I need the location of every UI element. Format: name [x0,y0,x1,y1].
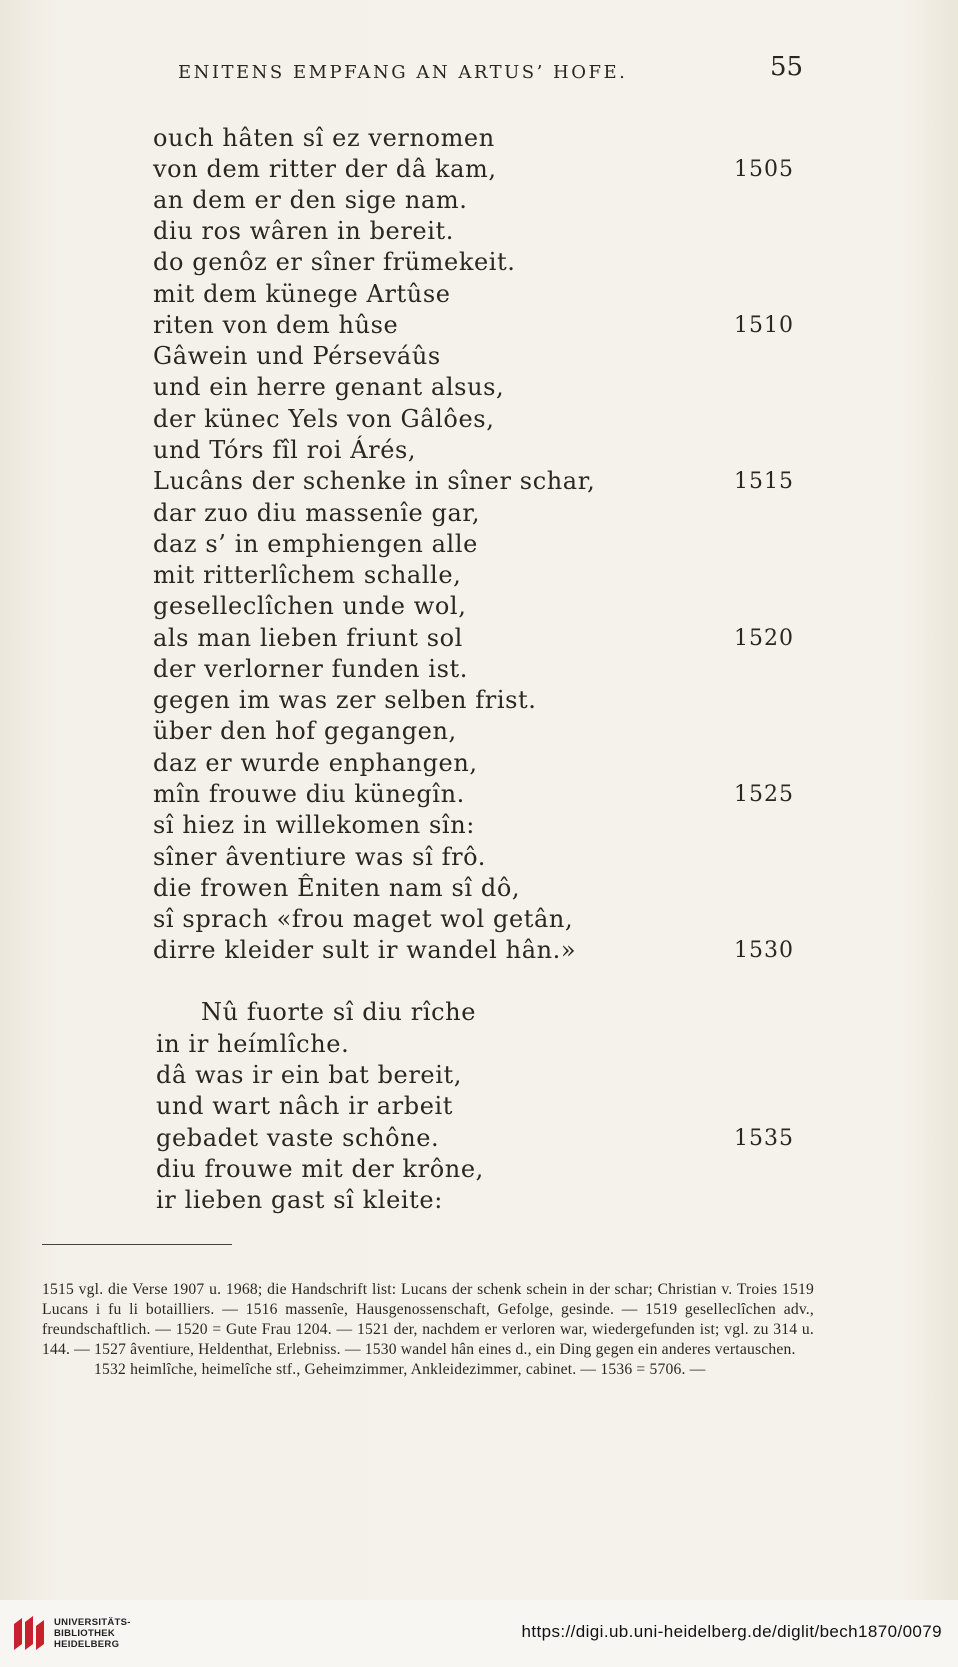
verse-line: der verlorner funden ist. [153,655,468,683]
verse-line: mit ritterlîchem schalle, [153,561,462,589]
line-number: 1530 [734,938,794,963]
verse-line: sî sprach «frou maget wol getân, [153,905,574,933]
verse-line: und Tórs fîl roi Árés, [153,436,417,464]
footnotes [42,1280,814,1380]
verse-line: mîn frouwe diu künegîn. [153,780,465,808]
verse-line: geselleclîchen unde wol, [153,592,467,620]
verse-line: sîner âventiure was sî frô. [153,843,486,871]
running-title: ENITENS EMPFANG AN ARTUS’ HOFE. [178,62,628,83]
footnote-rule [42,1244,232,1245]
line-number: 1520 [734,626,794,651]
viewer-footer [0,1600,958,1667]
verse-line: der künec Yels von Gâlôes, [153,405,495,433]
verse-line: von dem ritter der dâ kam, [153,155,497,183]
verse-line: gebadet vaste schône. [156,1124,440,1152]
verse-line: als man lieben friunt sol [153,624,463,652]
verse-line: in ir heímlîche. [156,1030,350,1058]
footnote-paragraph: 1532 heimlîche, heimelîche stf., Geheimzimmer, Ankleidezimmer, cabinet. — 1536 = 5706. — [94,1361,706,1378]
verse-line: und ein herre genant alsus, [153,373,505,401]
line-number: 1510 [734,313,794,338]
verse-line: die frowen Êniten nam sî dô, [153,874,521,902]
verse-line: do genôz er sîner frümekeit. [153,248,516,276]
verse-line: diu frouwe mit der krône, [156,1155,484,1183]
verse-line: dar zuo diu massenîe gar, [153,499,481,527]
verse-line: und wart nâch ir arbeit [156,1092,454,1120]
verse-line: daz er wurde enphangen, [153,749,478,777]
library-name: UNIVERSITÄTS- BIBLIOTHEK HEIDELBERG [54,1617,131,1650]
verse-line: ir lieben gast sî kleite: [156,1186,443,1214]
verse-line: sî hiez in willekomen sîn: [153,811,475,839]
verse-line: über den hof gegangen, [153,717,457,745]
document-url-link[interactable]: https://digi.ub.uni-heidelberg.de/diglit/bech1870/0079 [521,1622,942,1641]
verse-line: dâ was ir ein bat bereit, [156,1061,462,1089]
verse-line: gegen im was zer selben frist. [153,686,537,714]
verse-line: dirre kleider sult ir wandel hân.» [153,936,577,964]
page-number: 55 [770,52,804,82]
line-number: 1515 [734,469,794,494]
footnote-paragraph: 1515 vgl. die Verse 1907 u. 1968; die Handschrift list: Lucans der schenk schein in der schar; Christian v. Troies 1519 Lucans i fu li botailliers. — 1516 massenîe, Hausgenossenschaft, Gefolge, gesinde. — 1519 geselleclîchen adv., freundschaftlich. — 1520 = Gute Frau 1204. — 1521 der, nachdem er verloren war, wiedergefunden ist; vgl. zu 314 u. 144. — 1527 âventiure, Heldenthat, Erlebniss. — 1530 wandel hân eines d., ein Ding gegen ein anderes vertauschen. [42,1281,814,1358]
verse-line: ouch hâten sî ez vernomen [153,124,495,152]
verse-line: mit dem künege Artûse [153,280,451,308]
verse-line: diu ros wâren in bereit. [153,217,454,245]
verse-line: an dem er den sige nam. [153,186,468,214]
verse-line: Nû fuorte sî diu rîche [201,998,477,1026]
verse-line: riten von dem hûse [153,311,399,339]
university-library-logo-icon [10,1614,48,1654]
verse-line: Lucâns der schenke in sîner schar, [153,467,596,495]
line-number: 1505 [734,157,794,182]
verse-line: daz s’ in emphiengen alle [153,530,478,558]
line-number: 1525 [734,782,794,807]
line-number: 1535 [734,1126,794,1151]
verse-line: Gâwein und Pérseváûs [153,342,441,370]
